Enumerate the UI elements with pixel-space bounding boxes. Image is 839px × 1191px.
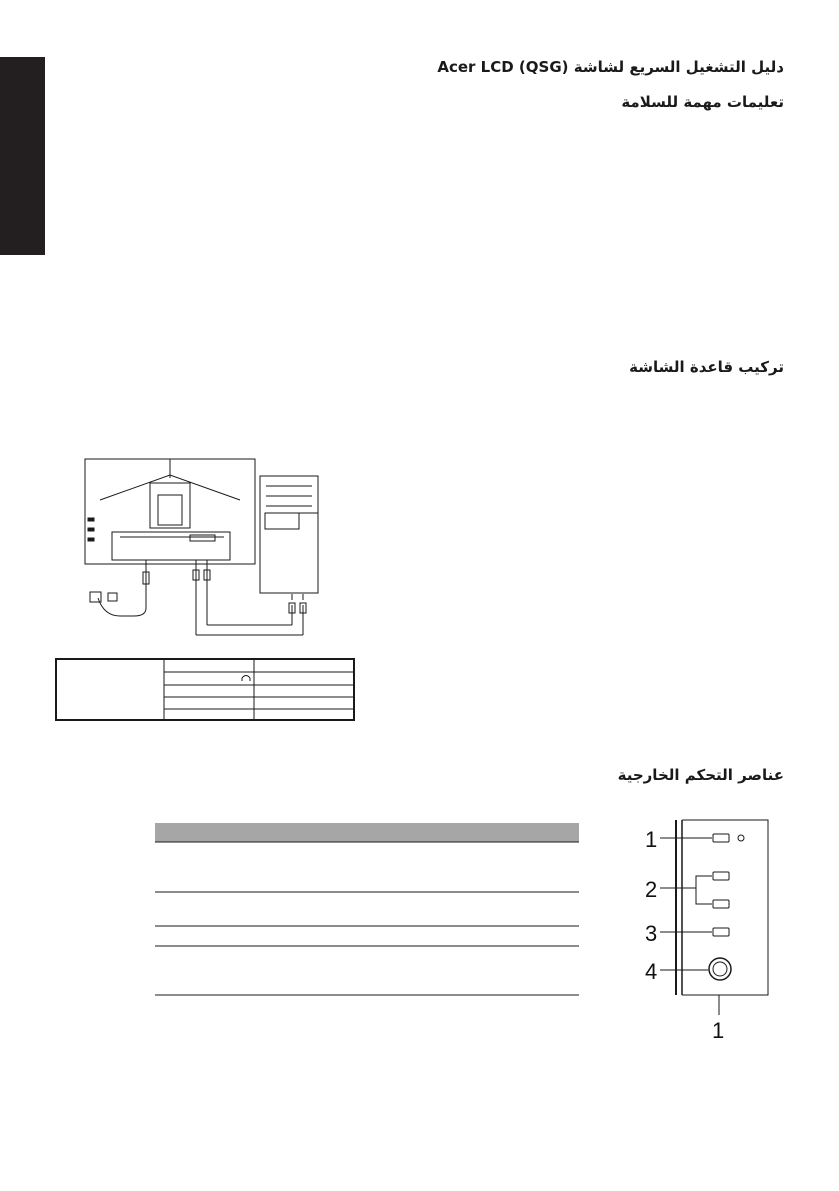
control-label-1: 1 [645,827,658,852]
control-label-4: 4 [645,959,658,984]
controls-diagram [635,815,775,1045]
stand-heading: تركيب قاعدة الشاشة [629,358,784,376]
connection-diagram [60,455,360,635]
control-label-2: 2 [645,877,658,902]
language-side-tab [0,57,45,255]
controls-heading: عناصر التحكم الخارجية [617,766,784,784]
control-label-3: 3 [645,921,658,946]
page-title: دليل التشغيل السريع لشاشة Acer LCD (QSG) [437,58,784,76]
controls-table [150,820,582,1000]
cable-table [55,658,357,724]
control-label-1-bottom: 1 [712,1018,725,1043]
safety-heading: تعليمات مهمة للسلامة [621,93,784,111]
headphone-icon [242,676,250,682]
